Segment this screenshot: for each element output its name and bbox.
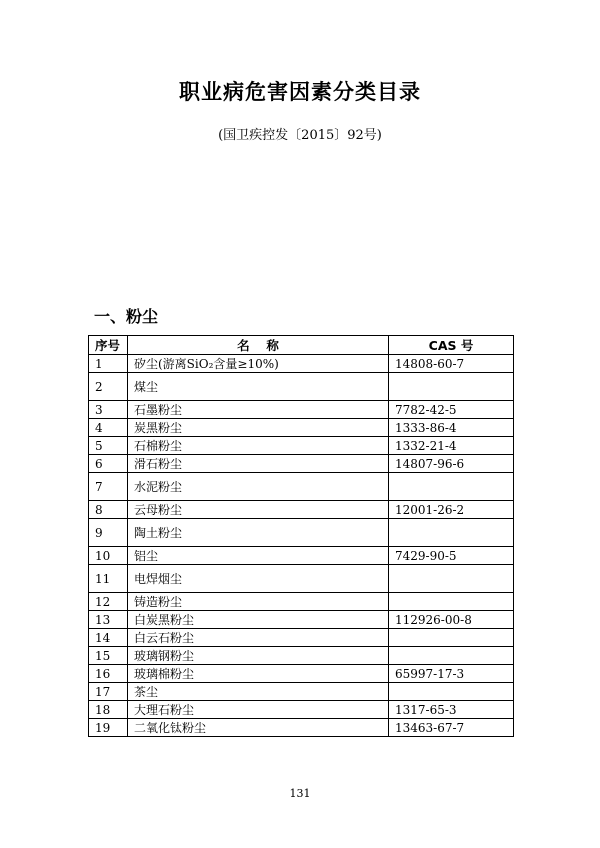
row-name-cell: 炭黑粉尘	[128, 419, 389, 437]
row-name-cell: 水泥粉尘	[128, 473, 389, 501]
table-row	[89, 455, 514, 473]
table-row	[89, 701, 514, 719]
row-cas-cell	[389, 373, 514, 401]
row-number-cell: 6	[89, 455, 128, 473]
row-number-cell: 2	[89, 373, 128, 401]
header-cas: CAS 号	[389, 336, 514, 355]
header-name: 名 称	[128, 336, 389, 355]
row-number-cell: 13	[89, 611, 128, 629]
row-cas-cell	[389, 593, 514, 611]
row-name-cell: 石墨粉尘	[128, 401, 389, 419]
row-number-cell: 12	[89, 593, 128, 611]
table-row	[89, 683, 514, 701]
row-cas-cell: 14807-96-6	[389, 455, 514, 473]
row-name-cell: 二氧化钛粉尘	[128, 719, 389, 737]
row-cas-cell: 112926-00-8	[389, 611, 514, 629]
section-heading: 一、粉尘	[94, 307, 159, 326]
row-cas-cell: 14808-60-7	[389, 355, 514, 373]
row-name-cell: 矽尘(游离SiO₂含量≥10%)	[128, 355, 389, 373]
table-row	[89, 501, 514, 519]
row-number-cell: 19	[89, 719, 128, 737]
row-number-cell: 3	[89, 401, 128, 419]
table-body	[89, 355, 514, 737]
table-row	[89, 665, 514, 683]
table-row	[89, 473, 514, 501]
row-name-cell: 电焊烟尘	[128, 565, 389, 593]
table-row	[89, 647, 514, 665]
table-row	[89, 401, 514, 419]
row-number-cell: 5	[89, 437, 128, 455]
row-name-cell: 大理石粉尘	[128, 701, 389, 719]
row-cas-cell	[389, 519, 514, 547]
row-name-cell: 云母粉尘	[128, 501, 389, 519]
row-cas-cell	[389, 473, 514, 501]
table-row	[89, 629, 514, 647]
row-cas-cell: 1333-86-4	[389, 419, 514, 437]
row-cas-cell	[389, 683, 514, 701]
table-row	[89, 547, 514, 565]
row-cas-cell	[389, 647, 514, 665]
row-number-cell: 15	[89, 647, 128, 665]
row-name-cell: 石棉粉尘	[128, 437, 389, 455]
row-name-cell: 茶尘	[128, 683, 389, 701]
table-row	[89, 611, 514, 629]
row-number-cell: 18	[89, 701, 128, 719]
row-number-cell: 9	[89, 519, 128, 547]
row-cas-cell: 12001-26-2	[389, 501, 514, 519]
row-name-cell: 白云石粉尘	[128, 629, 389, 647]
row-name-cell: 白炭黑粉尘	[128, 611, 389, 629]
document-subtitle: (国卫疾控发〔2015〕92号)	[218, 128, 382, 143]
row-name-cell: 铸造粉尘	[128, 593, 389, 611]
table-row	[89, 593, 514, 611]
row-number-cell: 7	[89, 473, 128, 501]
table-row	[89, 373, 514, 401]
row-cas-cell: 13463-67-7	[389, 719, 514, 737]
row-cas-cell: 1332-21-4	[389, 437, 514, 455]
row-number-cell: 14	[89, 629, 128, 647]
row-number-cell: 10	[89, 547, 128, 565]
row-number-cell: 8	[89, 501, 128, 519]
table-row	[89, 419, 514, 437]
row-name-cell: 铝尘	[128, 547, 389, 565]
table-row	[89, 565, 514, 593]
header-no: 序号	[89, 336, 128, 355]
row-name-cell: 滑石粉尘	[128, 455, 389, 473]
table-row	[89, 437, 514, 455]
dust-factor-table	[88, 335, 514, 737]
row-number-cell: 17	[89, 683, 128, 701]
row-name-cell: 陶土粉尘	[128, 519, 389, 547]
row-number-cell: 11	[89, 565, 128, 593]
row-number-cell: 16	[89, 665, 128, 683]
document-title: 职业病危害因素分类目录	[179, 80, 421, 104]
row-cas-cell: 1317-65-3	[389, 701, 514, 719]
table-row	[89, 719, 514, 737]
page-number: 131	[289, 787, 311, 800]
row-number-cell: 1	[89, 355, 128, 373]
row-cas-cell	[389, 565, 514, 593]
row-name-cell: 煤尘	[128, 373, 389, 401]
table-row	[89, 519, 514, 547]
row-cas-cell: 65997-17-3	[389, 665, 514, 683]
table-header-row	[89, 336, 514, 355]
row-cas-cell: 7782-42-5	[389, 401, 514, 419]
row-number-cell: 4	[89, 419, 128, 437]
row-name-cell: 玻璃钢粉尘	[128, 647, 389, 665]
row-name-cell: 玻璃棉粉尘	[128, 665, 389, 683]
row-cas-cell	[389, 629, 514, 647]
table-row	[89, 355, 514, 373]
row-cas-cell: 7429-90-5	[389, 547, 514, 565]
